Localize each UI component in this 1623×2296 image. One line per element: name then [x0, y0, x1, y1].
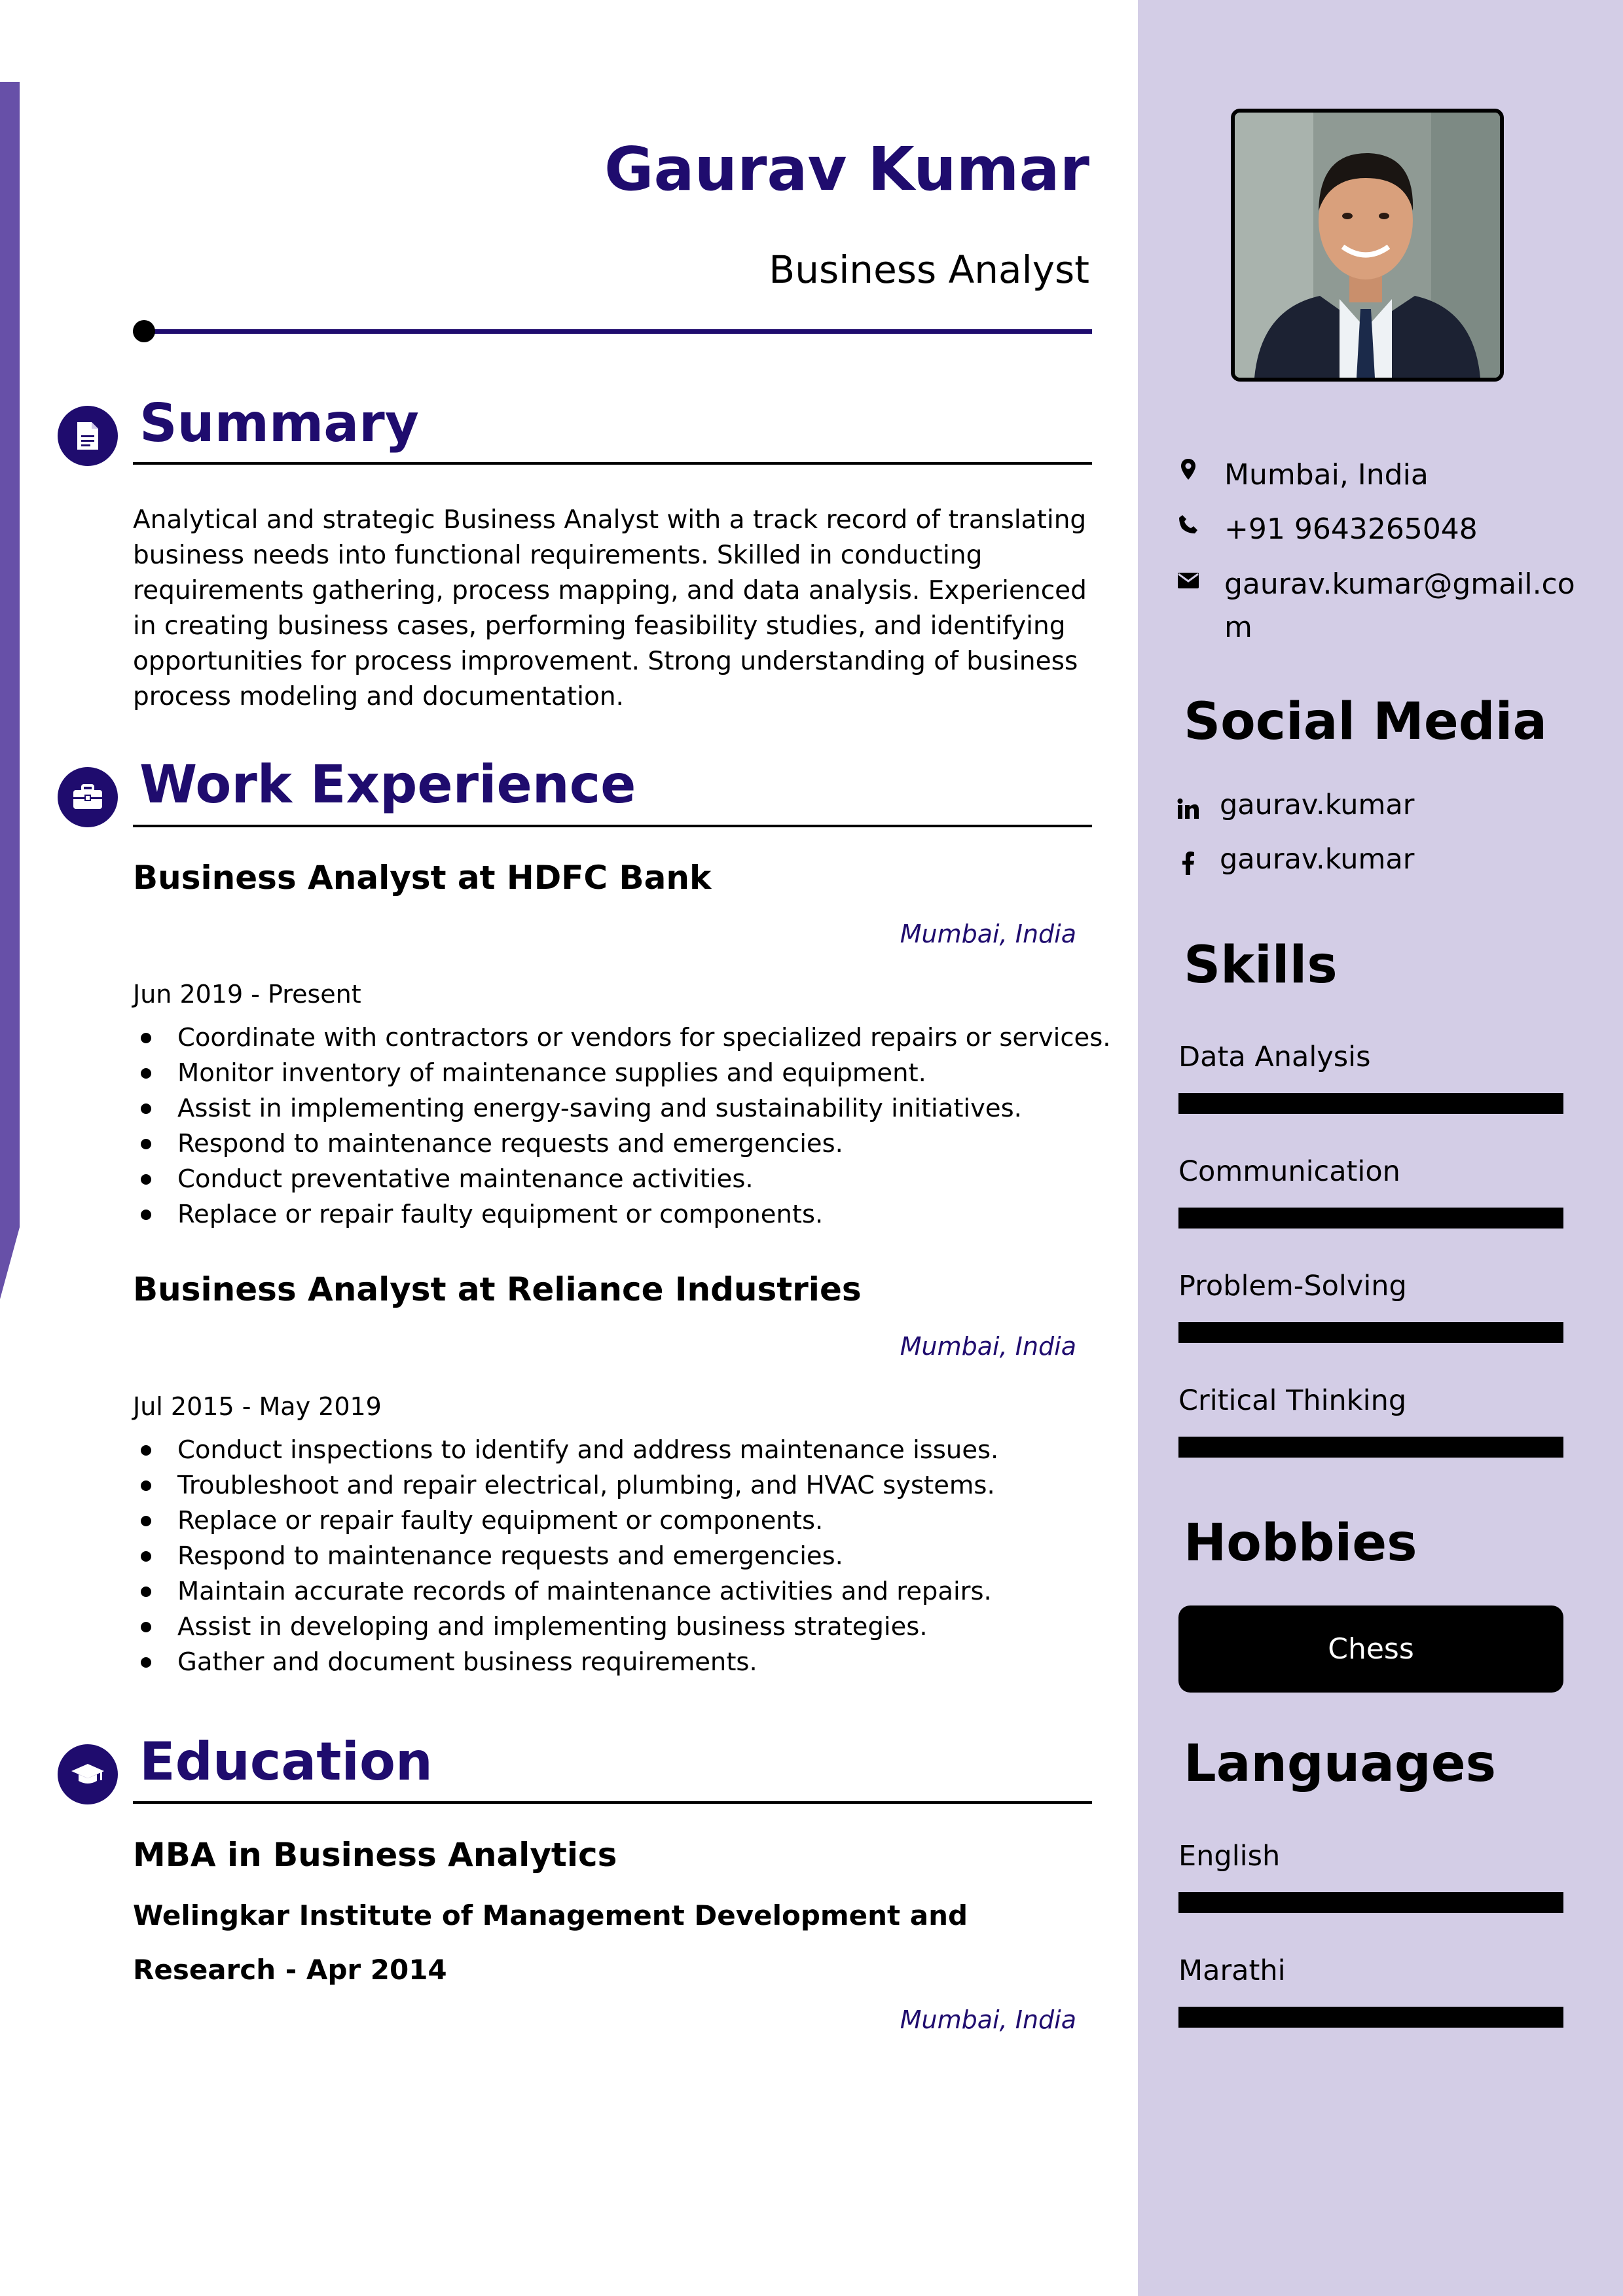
list-item: Replace or repair faulty equipment or components.	[133, 1197, 1095, 1232]
social-heading: Social Media	[1184, 692, 1547, 751]
envelope-icon	[1177, 569, 1199, 592]
job-dates: Jul 2015 - May 2019	[133, 1392, 382, 1421]
summary-rule	[133, 462, 1092, 465]
list-item: Replace or repair faulty equipment or components.	[133, 1503, 1095, 1539]
education-degree: MBA in Business Analytics	[133, 1836, 617, 1874]
job-title: Business Analyst at Reliance Industries	[133, 1270, 862, 1308]
list-item: Conduct preventative maintenance activities.	[133, 1162, 1095, 1197]
education-rule	[133, 1801, 1092, 1804]
education-heading: Education	[139, 1731, 433, 1792]
language-bar-fill	[1178, 2007, 1563, 2028]
skills-heading: Skills	[1184, 936, 1338, 995]
skill-bar	[1178, 1322, 1563, 1343]
skill-bar	[1178, 1093, 1563, 1114]
contact-phone[interactable]: +91 9643265048	[1224, 512, 1478, 546]
skill-bar-fill	[1178, 1437, 1563, 1458]
skill-bar	[1178, 1437, 1563, 1458]
linkedin-icon[interactable]	[1177, 798, 1199, 820]
list-item: Coordinate with contractors or vendors for specialized repairs or services.	[133, 1020, 1095, 1056]
contact-location: Mumbai, India	[1224, 458, 1429, 492]
facebook-icon[interactable]	[1177, 852, 1199, 874]
social-facebook[interactable]: gaurav.kumar	[1220, 843, 1415, 876]
language-label: English	[1178, 1840, 1281, 1873]
list-item: Troubleshoot and repair electrical, plumbing, and HVAC systems.	[133, 1468, 1095, 1503]
skill-bar-fill	[1178, 1208, 1563, 1229]
phone-icon	[1177, 513, 1199, 535]
education-location: Mumbai, India	[900, 2005, 1076, 2034]
summary-heading: Summary	[139, 393, 419, 454]
header-divider-dot	[133, 320, 155, 342]
candidate-role: Business Analyst	[769, 247, 1089, 292]
accent-stripe	[0, 82, 20, 1299]
list-item: Maintain accurate records of maintenance activities and repairs.	[133, 1574, 1095, 1609]
briefcase-icon	[58, 767, 118, 827]
language-bar	[1178, 1892, 1563, 1913]
experience-rule	[133, 825, 1092, 827]
language-label: Marathi	[1178, 1954, 1286, 1987]
list-item: Gather and document business requirements.	[133, 1645, 1095, 1680]
map-pin-icon	[1177, 458, 1199, 480]
header-divider	[143, 329, 1092, 334]
social-linkedin[interactable]: gaurav.kumar	[1220, 789, 1415, 821]
hobby-tag: Chess	[1178, 1605, 1563, 1693]
skill-bar	[1178, 1208, 1563, 1229]
hobbies-heading: Hobbies	[1184, 1514, 1417, 1573]
languages-heading: Languages	[1184, 1734, 1497, 1793]
experience-heading: Work Experience	[139, 754, 636, 815]
job-title: Business Analyst at HDFC Bank	[133, 859, 712, 897]
list-item: Monitor inventory of maintenance supplies and equipment.	[133, 1056, 1095, 1091]
list-item: Assist in developing and implementing business strategies.	[133, 1609, 1095, 1645]
job-bullets	[133, 1433, 1095, 1680]
job-location: Mumbai, India	[900, 1332, 1076, 1361]
document-icon	[58, 406, 118, 466]
skill-label: Problem-Solving	[1178, 1270, 1407, 1302]
candidate-name: Gaurav Kumar	[604, 134, 1089, 204]
summary-text: Analytical and strategic Business Analyst with a track record of translating business needs into functional requirements. Skilled in conducting requirements gathering, process mapping, and data analysis. Experienced in creating business cases, performing feasibility studies, and identifying opportunities for process improvement. Strong understanding of business process modeling and documentation.	[133, 505, 1087, 711]
contact-email[interactable]: gaurav.kumar@gmail.com	[1224, 567, 1575, 644]
skill-bar-fill	[1178, 1322, 1563, 1343]
skill-label: Data Analysis	[1178, 1041, 1371, 1073]
graduation-cap-icon	[58, 1744, 118, 1804]
list-item: Conduct inspections to identify and address maintenance issues.	[133, 1433, 1095, 1468]
job-dates: Jun 2019 - Present	[133, 980, 361, 1009]
education-school: Welingkar Institute of Management Development and Research - Apr 2014	[133, 1899, 968, 1986]
profile-photo	[1231, 109, 1504, 382]
skill-label: Communication	[1178, 1155, 1400, 1188]
language-bar-fill	[1178, 1892, 1563, 1913]
list-item: Respond to maintenance requests and emergencies.	[133, 1539, 1095, 1574]
language-bar	[1178, 2007, 1563, 2028]
skill-bar-fill	[1178, 1093, 1563, 1114]
job-bullets	[133, 1020, 1111, 1232]
list-item: Respond to maintenance requests and emergencies.	[133, 1126, 1095, 1162]
job-location: Mumbai, India	[900, 920, 1076, 948]
list-item: Assist in implementing energy-saving and sustainability initiatives.	[133, 1091, 1095, 1126]
skill-label: Critical Thinking	[1178, 1384, 1407, 1417]
